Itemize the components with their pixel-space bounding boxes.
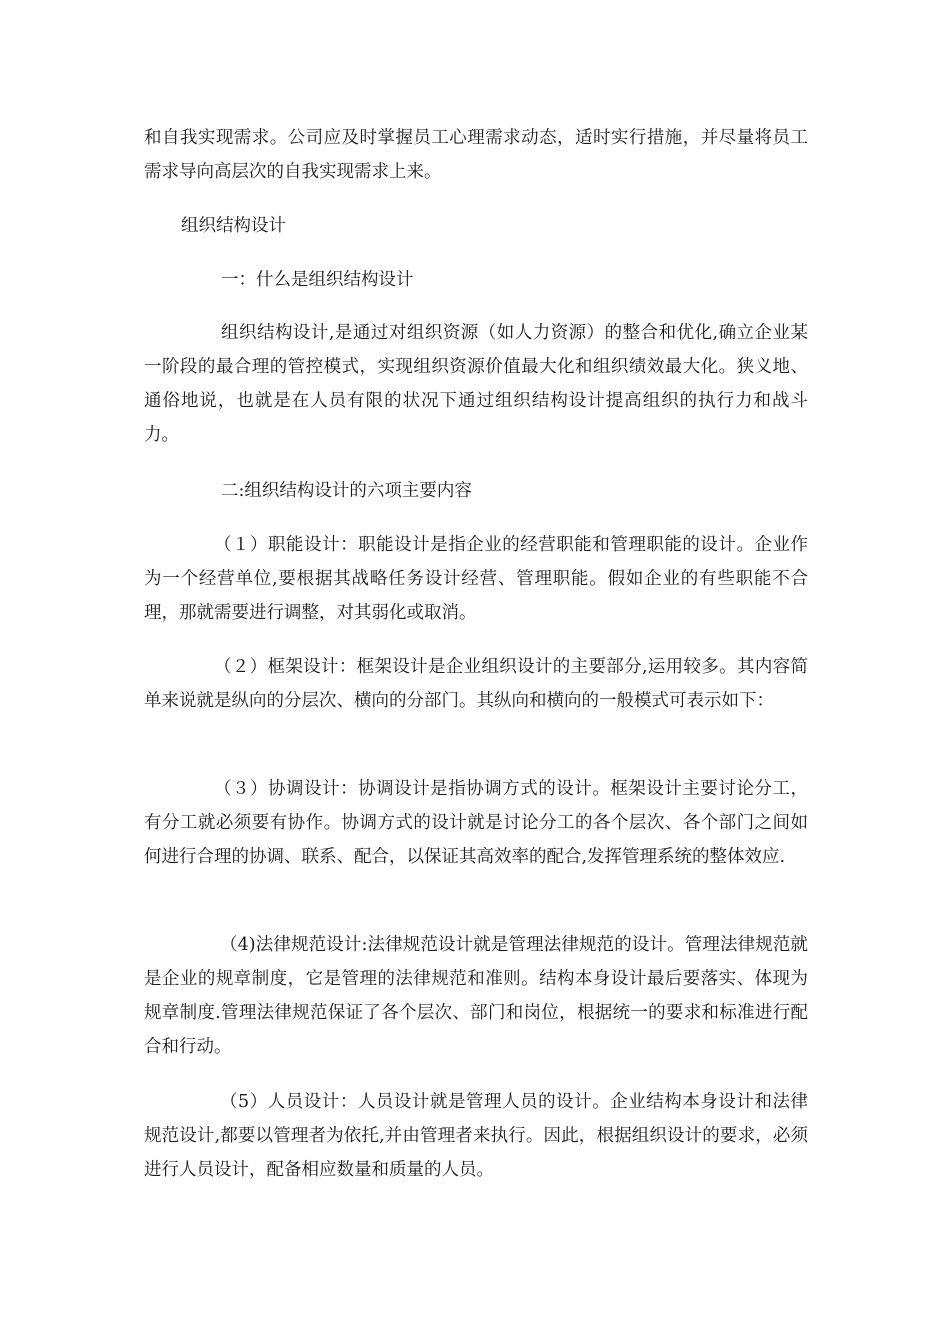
paragraph-framework-design: （２）框架设计：框架设计是企业组织设计的主要部分,运用较多。其内容简单来说就是纵向的分层次、横向的分部门。其纵向和横向的一般模式可表示如下：: [144, 657, 808, 711]
paragraph-function-design: （１）职能设计：职能设计是指企业的经营职能和管理职能的设计。企业作为一个经营单位,要根据其战略任务设计经营、管理职能。假如企业的有些职能不合理，那就需要进行调整，对其弱化或取消。: [144, 535, 808, 623]
paragraph-legal-norms-design: （4)法律规范设计:法律规范设计就是管理法律规范的设计。管理法律规范就是企业的规章制度，它是管理的法律规范和准则。结构本身设计最后要落实、体现为规章制度.管理法律规范保证了各个层次、部门和岗位，根据统一的要求和标准进行配合和行动。: [144, 935, 808, 1057]
paragraph-intro-continuation: 和自我实现需求。公司应及时掌握员工心理需求动态，适时实行措施，并尽量将员工需求导向高层次的自我实现需求上来。: [144, 128, 808, 182]
subsection-heading-2: 二:组织结构设计的六项主要内容: [221, 481, 472, 501]
paragraph-coordination-design: （３）协调设计：协调设计是指协调方式的设计。框架设计主要讨论分工，有分工就必须要有协作。协调方式的设计就是讨论分工的各个层次、各个部门之间如何进行合理的协调、联系、配合，以保证其高效率的配合,发挥管理系统的整体效应.: [144, 779, 808, 867]
subsection-heading-1: 一：什么是组织结构设计: [221, 270, 414, 290]
section-heading: 组织结构设计: [181, 216, 286, 236]
paragraph-definition: 组织结构设计,是通过对组织资源（如人力资源）的整合和优化,确立企业某一阶段的最合理的管控模式，实现组织资源价值最大化和组织绩效最大化。狭义地、通俗地说，也就是在人员有限的状况下通过组织结构设计提高组织的执行力和战斗力。: [144, 323, 808, 445]
paragraph-personnel-design: （5）人员设计：人员设计就是管理人员的设计。企业结构本身设计和法律规范设计,都要以管理者为依托,并由管理者来执行。因此，根据组织设计的要求，必须进行人员设计，配备相应数量和质量的人员。: [144, 1092, 808, 1180]
